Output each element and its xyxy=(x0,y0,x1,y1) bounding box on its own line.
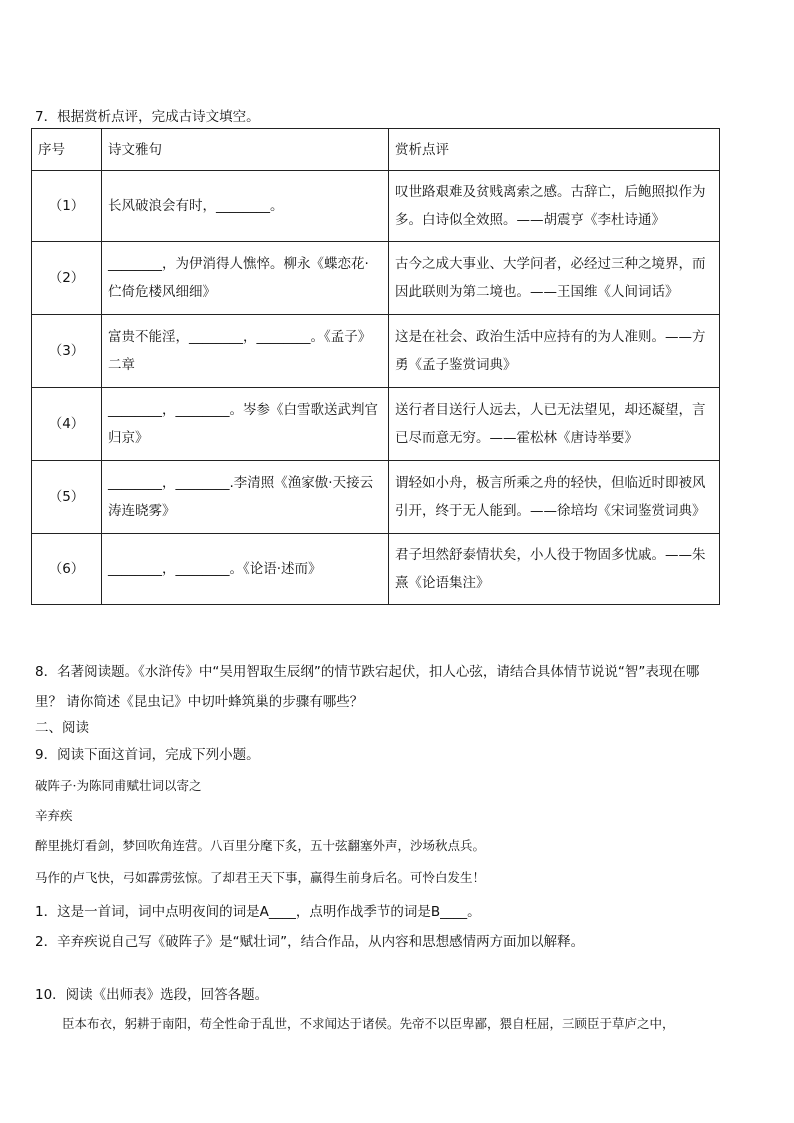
table-row xyxy=(32,315,720,388)
row-number: （6） xyxy=(32,534,102,605)
comment-cell: 君子坦然舒泰情状矣，小人役于物固多忧戚。——朱熹《论语集注》 xyxy=(389,534,720,605)
verse-cell: ________，________.李清照《渔家傲·天接云涛连晓雾》 xyxy=(102,461,389,534)
header-cell: 序号 xyxy=(32,129,102,171)
q7-title: 7．根据赏析点评，完成古诗文填空。 xyxy=(35,109,260,125)
comment-cell: 这是在社会、政治生活中应持有的为人准则。——方勇《孟子鉴赏词典》 xyxy=(389,315,720,388)
row-number: （3） xyxy=(32,315,102,388)
q10-text: 臣本布衣，躬耕于南阳，苟全性命于乱世，不求闻达于诸侯。先帝不以臣卑鄙，猥自枉屈，三顾臣于草庐之中， xyxy=(62,1016,675,1031)
row-number: （5） xyxy=(32,461,102,534)
table-row xyxy=(32,461,720,534)
row-number: （4） xyxy=(32,388,102,461)
verse-cell: ________，________。岑参《白雪歌送武判官归京》 xyxy=(102,388,389,461)
comment-cell: 谓轻如小舟，极言所乘之舟的轻快，但临近时即被风引开，终于无人能到。——徐培均《宋词鉴赏词典》 xyxy=(389,461,720,534)
poem-line: 醉里挑灯看剑，梦回吹角连营。八百里分麾下炙，五十弦翻塞外声，沙场秋点兵。 xyxy=(35,838,486,853)
row-number: （2） xyxy=(32,242,102,315)
verse-cell: 长风破浪会有时，________。 xyxy=(102,171,389,242)
header-cell: 诗文雅句 xyxy=(102,129,389,171)
q9-intro: 9．阅读下面这首词，完成下列小题。 xyxy=(35,747,260,763)
poem-line: 马作的卢飞快，弓如霹雳弦惊。了却君王天下事，赢得生前身后名。可怜白发生！ xyxy=(35,870,486,885)
verse-cell: 富贵不能淫，________，________。《孟子》二章 xyxy=(102,315,389,388)
table-row xyxy=(32,388,720,461)
table-row xyxy=(32,534,720,605)
comment-cell: 古今之成大事业、大学问者，必经过三种之境界，而因此联则为第二境也。——王国维《人间词话》 xyxy=(389,242,720,315)
row-number: （1） xyxy=(32,171,102,242)
q9-sub2: 2．辛弃疾说自己写《破阵子》是“赋壮词”，结合作品，从内容和思想感情两方面加以解释。 xyxy=(35,934,585,950)
q9-sub1: 1．这是一首词，词中点明夜间的词是A____，点明作战季节的词是B____。 xyxy=(35,904,481,920)
header-cell: 赏析点评 xyxy=(389,129,720,171)
table-header-row xyxy=(32,129,720,171)
table-row xyxy=(32,242,720,315)
q7-table xyxy=(31,128,720,605)
verse-cell: ________，为伊消得人憔悴。柳永《蝶恋花·伫倚危楼风细细》 xyxy=(102,242,389,315)
comment-cell: 送行者目送行人远去，人已无法望见，却还凝望，言已尽而意无穷。——霍松林《唐诗举要》 xyxy=(389,388,720,461)
poem-title: 破阵子·为陈同甫赋壮词以寄之 xyxy=(35,778,202,793)
comment-cell: 叹世路艰难及贫贱离索之感。古辞亡，后鲍照拟作为多。白诗似全效照。——胡震亨《李杜诗通》 xyxy=(389,171,720,242)
section-heading: 二、阅读 xyxy=(35,720,89,736)
table-row xyxy=(32,171,720,242)
verse-cell: ________，________。《论语·述而》 xyxy=(102,534,389,605)
q10-intro: 10．阅读《出师表》选段，回答各题。 xyxy=(35,987,269,1003)
poem-author: 辛弃疾 xyxy=(35,808,73,823)
q8-line1: 8．名著阅读题。《水浒传》中“吴用智取生辰纲”的情节跌宕起伏，扣人心弦，请结合具体情节说说“智”表现在哪 xyxy=(35,664,700,680)
q8-line2: 里？ 请你简述《昆虫记》中切叶蜂筑巢的步骤有哪些？ xyxy=(35,694,364,710)
